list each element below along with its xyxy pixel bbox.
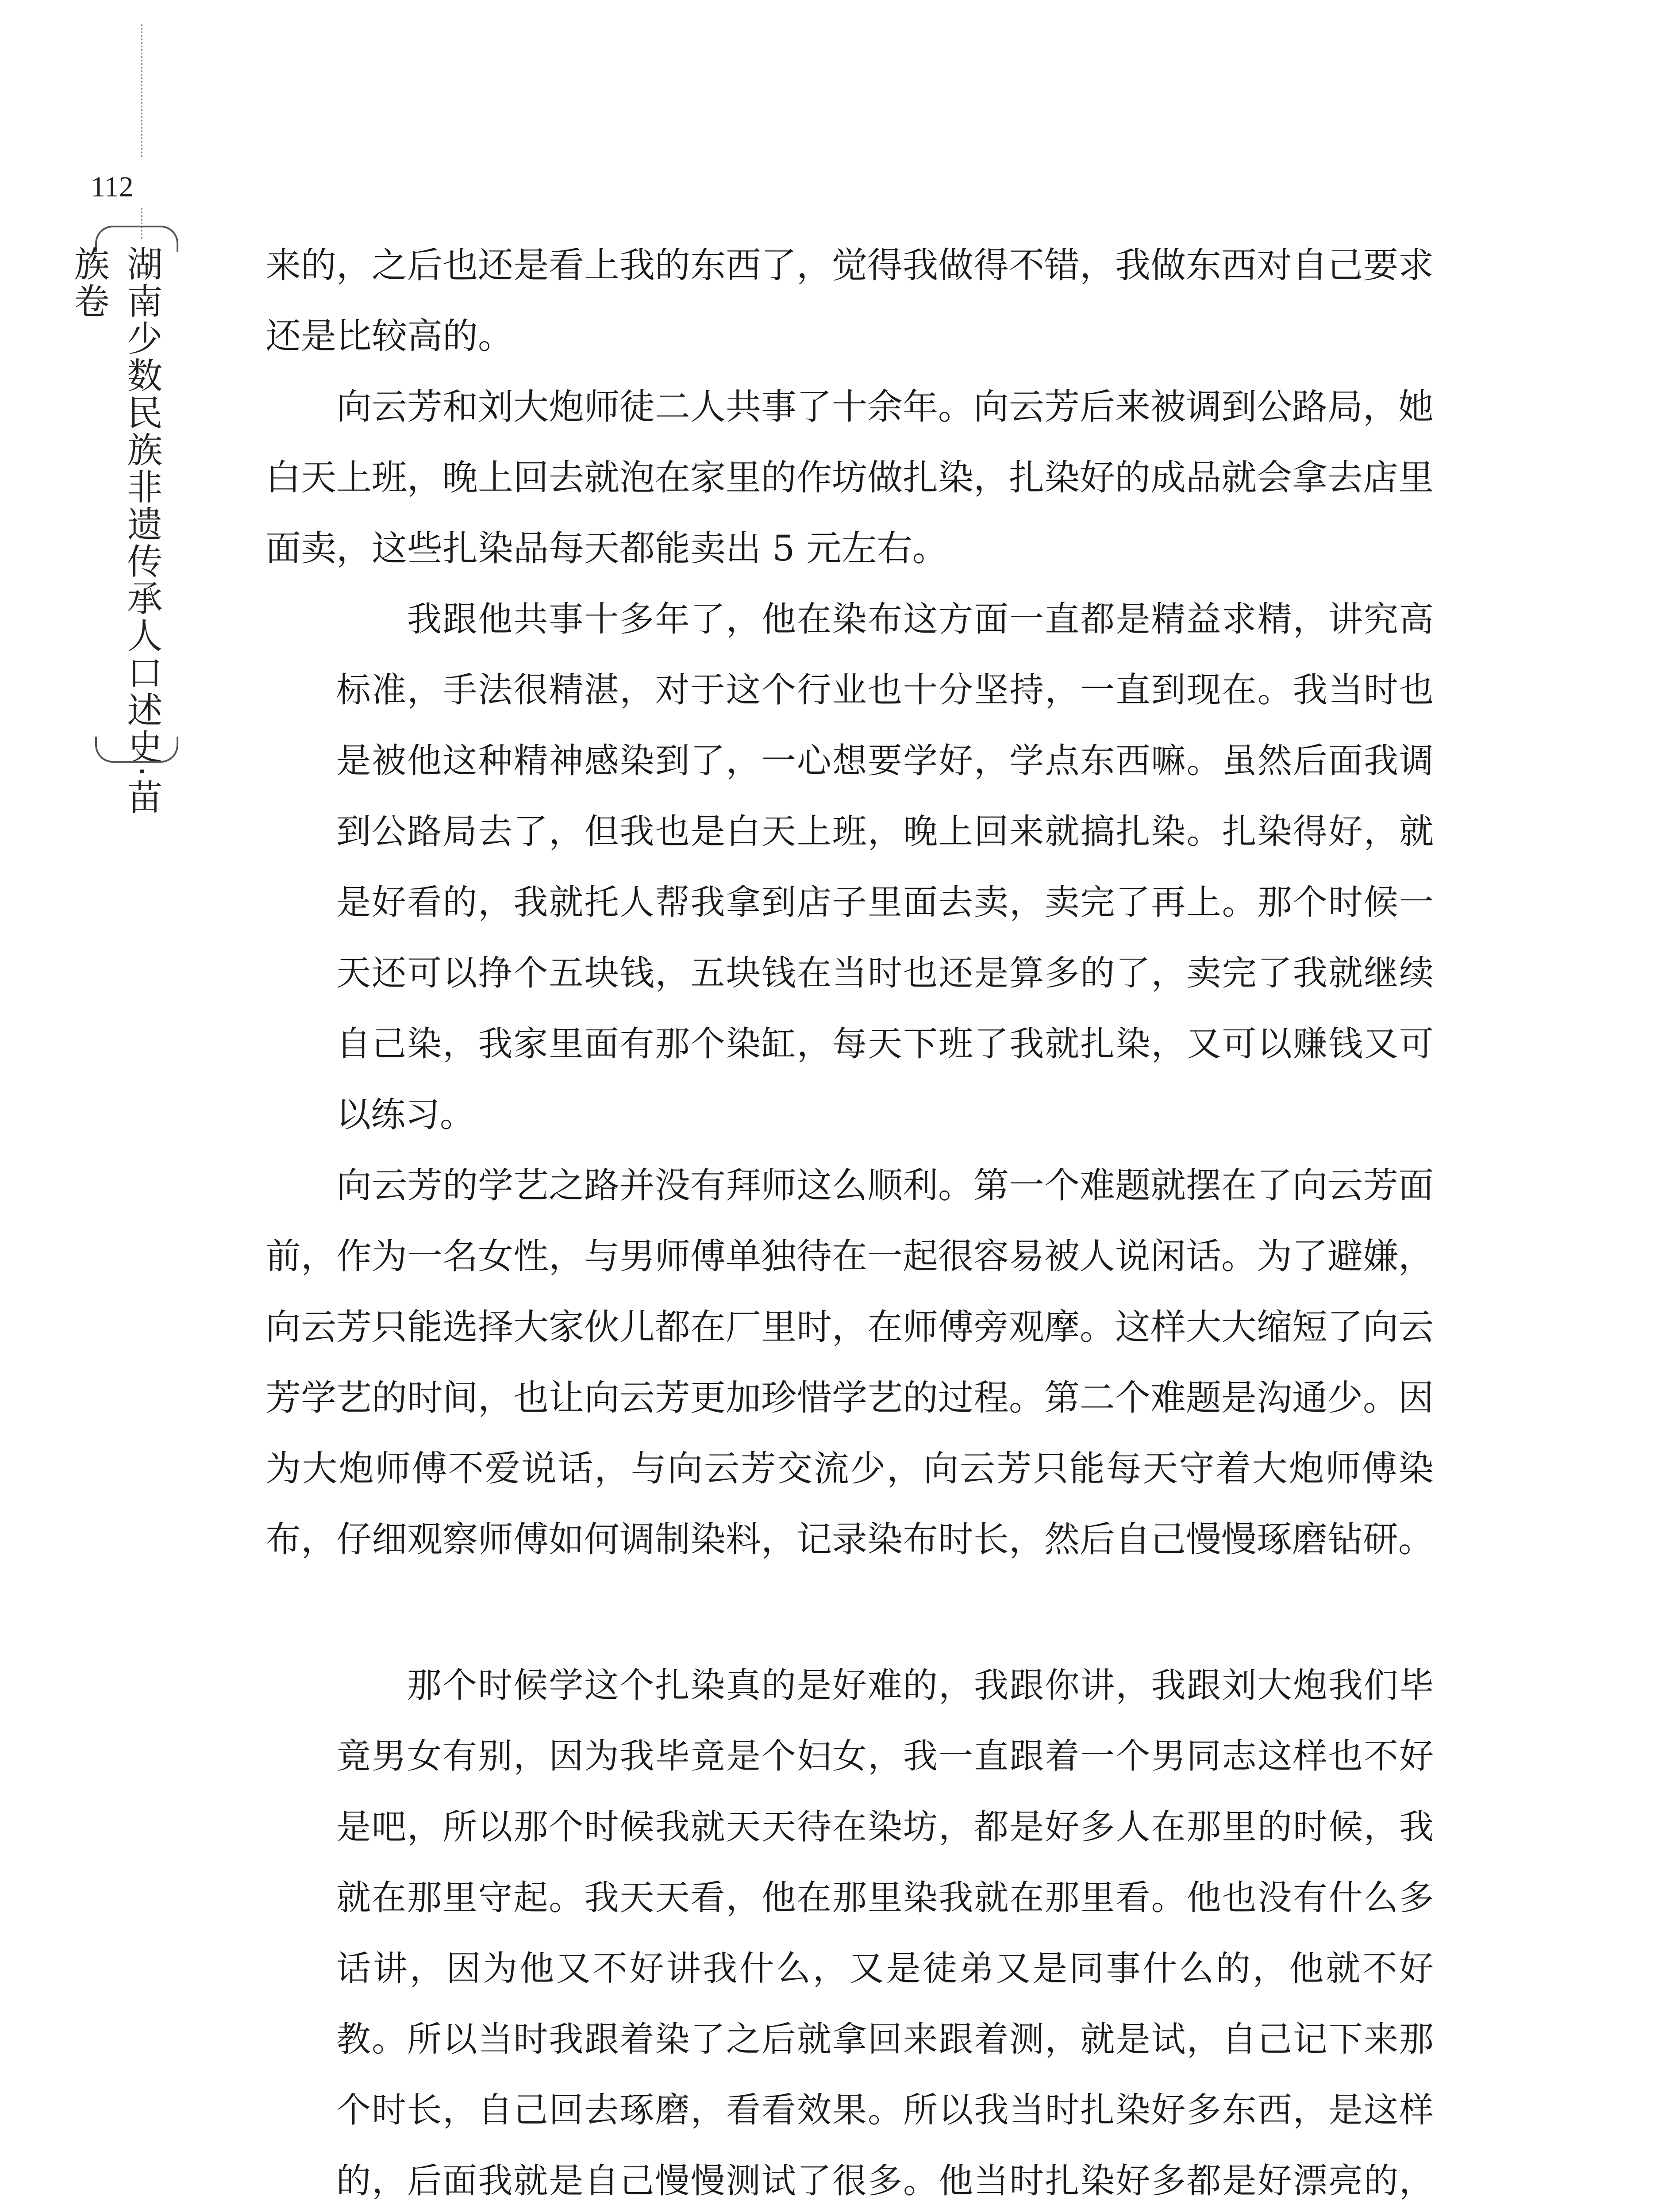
paragraph-narrative-1: 向云芳和刘大炮师徒二人共事了十余年。向云芳后来被调到公路局，她白天上班，晚上回去就泡在家里的作坊做扎染，扎染好的成品就会拿去店里面卖，这些扎染品每天都能卖出 5 元左右。 xyxy=(265,386,1434,569)
paragraph-quote-1: 我跟他共事十多年了，他在染布这方面一直都是精益求精，讲究高标准，手法很精湛，对于这个行业也十分坚持，一直到现在。我当时也是被他这种精神感染到了，一心想要学好，学点东西嘛。虽然后面我调到公路局去了，但我也是白天上班，晚上回来就搞扎染。扎染得好，就是好看的，我就托人帮我拿到店子里面去卖，卖完了再上。那个时候一天还可以挣个五块钱，五块钱在当时也还是算多的了，卖完了我就继续自己染，我家里面有那个染缸，每天下班了我就扎染，又可以赚钱又可以练习。 xyxy=(336,599,1434,1135)
series-title: 湖南少数民族非遗传承人口述史·苗族卷 xyxy=(68,246,162,816)
page-number: 112 xyxy=(91,171,134,203)
paragraph-narrative-2: 向云芳的学艺之路并没有拜师这么顺利。第一个难题就摆在了向云芳面前，作为一名女性，与男师傅单独待在一起很容易被人说闲话。为了避嫌，向云芳只能选择大家伙儿都在厂里时，在师傅旁观摩。这样大大缩短了向云芳学艺的时间，也让向云芳更加珍惜学艺的过程。第二个难题是沟通少。因为大炮师傅不爱说话，与向云芳交流少，向云芳只能每天守着大炮师傅染布，仔细观察师傅如何调制染料，记录染布时长，然后自己慢慢琢磨钻研。 xyxy=(265,1165,1434,1560)
paragraph-quote-2: 那个时候学这个扎染真的是好难的，我跟你讲，我跟刘大炮我们毕竟男女有别，因为我毕竟是个妇女，我一直跟着一个男同志这样也不好是吧，所以那个时候我就天天待在染坊，都是好多人在那里的时候，我就在那里守起。我天天看，他在那里染我就在那里看。他也没有什么多话讲，因为他又不好讲我什么，又是徒弟又是同事什么的，他就不好教。所以当时我跟着染了之后就拿回来跟着测，就是试，自己记下来那个时长，自己回去琢磨，看看效果。所以我当时扎染好多东西，是这样的，后面我就是自己慢慢测试了很多。他当时扎染好多都是好漂亮的， xyxy=(336,1666,1434,2201)
paragraph-continuation: 来的，之后也还是看上我的东西了，觉得我做得不错，我做东西对自己要求还是比较高的。 xyxy=(265,245,1434,357)
